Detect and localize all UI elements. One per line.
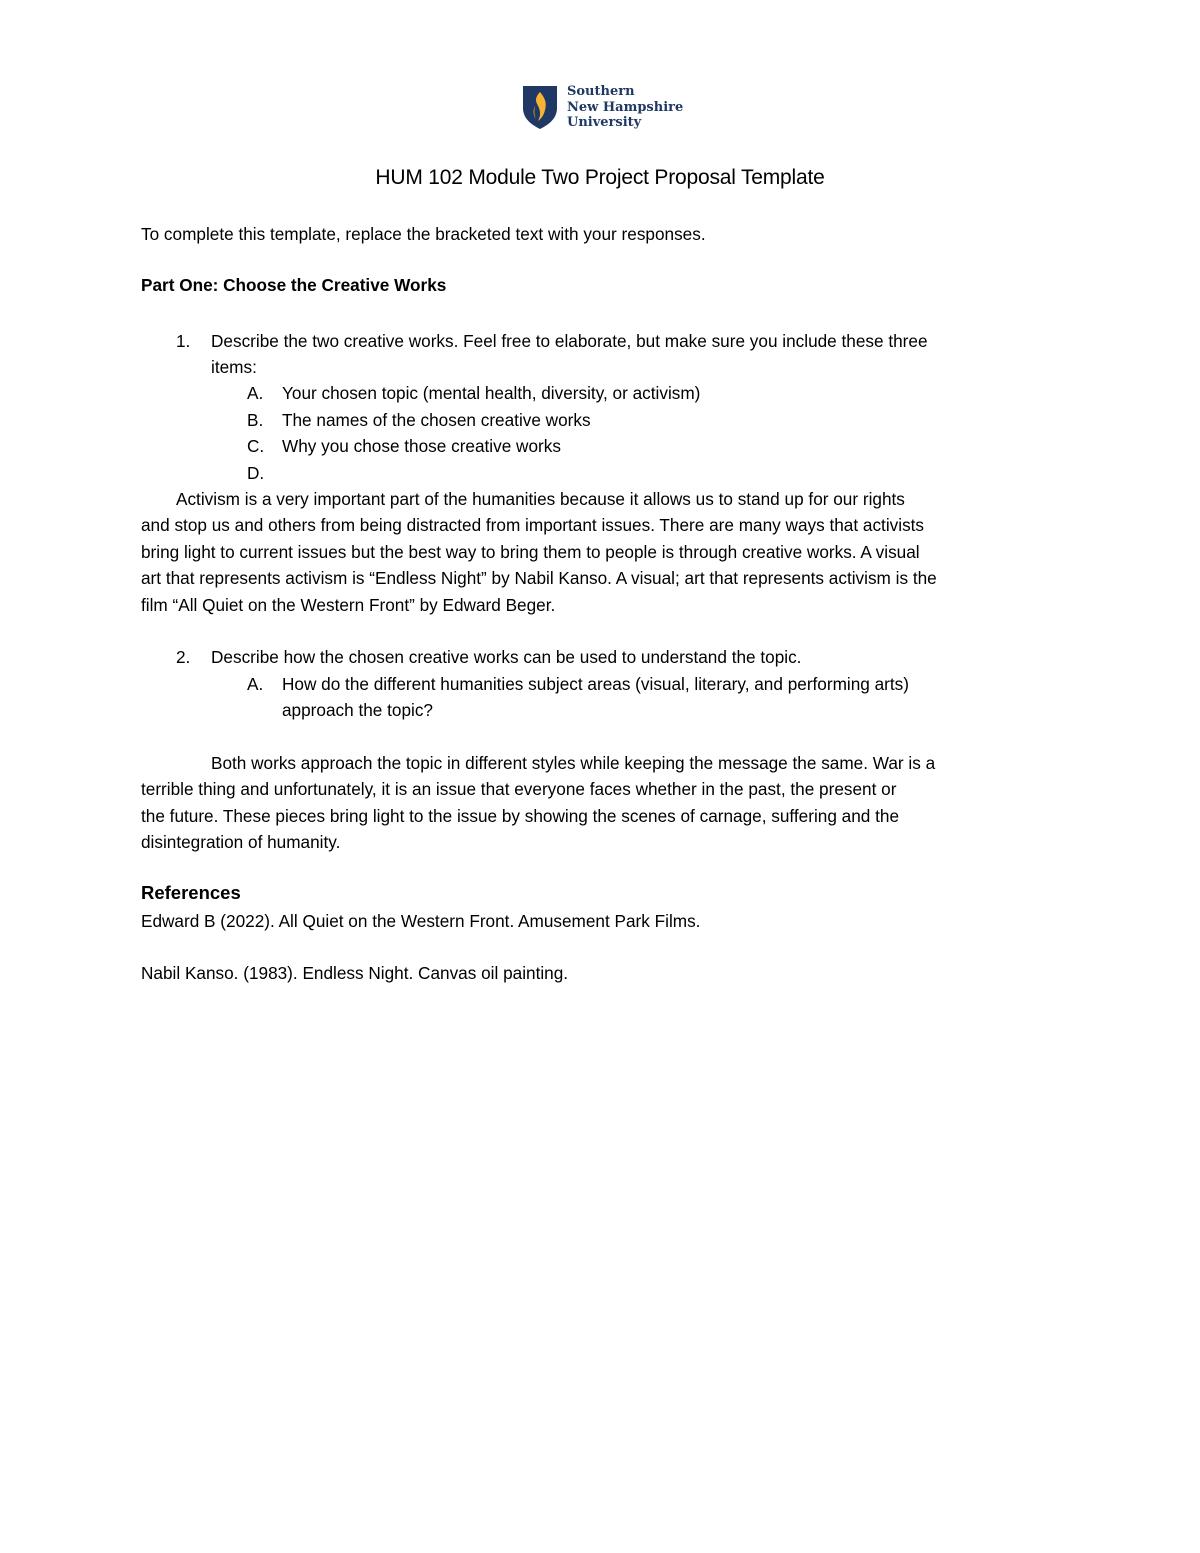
q2-item-a-letter: A. (247, 674, 264, 694)
logo-wordmark (567, 84, 683, 131)
answer-1-line: bring light to current issues but the best way to bring them to people is through creative works. A visual (141, 541, 920, 562)
q1-item-c-text: Why you chose those creative works (282, 436, 561, 456)
logo-line-2: New Hampshire (567, 99, 684, 115)
reference-entry: Nabil Kanso. (1983). Endless Night. Canvas oil painting. (141, 963, 569, 983)
answer-1-line: art that represents activism is “Endless Night” by Nabil Kanso. A visual; art that represents activism is the (141, 568, 937, 589)
snhu-logo (521, 84, 691, 134)
document-title: HUM 102 Module Two Project Proposal Template (375, 166, 825, 189)
answer-2-line: the future. These pieces bring light to the issue by showing the scenes of carnage, suffering and the (141, 805, 900, 826)
logo-line-1: Southern (567, 84, 635, 99)
q1-item-b-letter: B. (247, 410, 264, 430)
q2-item-a-line-2: approach the topic? (282, 700, 433, 720)
q1-item-a-letter: A. (247, 383, 264, 403)
q1-item-a-text: Your chosen topic (mental health, diversity, or activism) (282, 383, 701, 403)
q2-item-a-line-1: How do the different humanities subject areas (visual, literary, and performing arts) (282, 674, 909, 694)
q2-text: Describe how the chosen creative works can be used to understand the topic. (211, 647, 802, 667)
instructions-text: To complete this template, replace the bracketed text with your responses. (141, 224, 706, 244)
answer-2-line: terrible thing and unfortunately, it is an issue that everyone faces whether in the past, the present or (141, 779, 897, 800)
logo-line-3: University (567, 115, 642, 130)
q1-item-c-letter: C. (247, 436, 265, 456)
part-one-heading: Part One: Choose the Creative Works (141, 275, 447, 295)
answer-1-line: and stop us and others from being distracted from important issues. There are many ways that activists (141, 515, 925, 536)
answer-2-paragraph (141, 750, 935, 856)
q1-item-b-text: The names of the chosen creative works (282, 410, 591, 430)
shield-flame-icon (521, 84, 559, 130)
references-heading: References (141, 882, 241, 903)
q1-item-d-letter: D. (247, 463, 265, 483)
reference-entry: Edward B (2022). All Quiet on the Western Front. Amusement Park Films. (141, 911, 701, 931)
q1-text-line-1: Describe the two creative works. Feel free to elaborate, but make sure you include these three (211, 331, 928, 351)
answer-2-line: disintegration of humanity. (141, 832, 341, 853)
q1-text-line-2: items: (211, 357, 257, 377)
answer-2-line: Both works approach the topic in different styles while keeping the message the same. War is a (211, 753, 936, 773)
answer-1-paragraph (141, 486, 937, 618)
q1-number: 1. (176, 331, 191, 351)
answer-1-line: Activism is a very important part of the humanities because it allows us to stand up for our rights (176, 489, 905, 509)
answer-1-line: film “All Quiet on the Western Front” by Edward Beger. (141, 594, 556, 615)
q2-number: 2. (176, 647, 191, 667)
